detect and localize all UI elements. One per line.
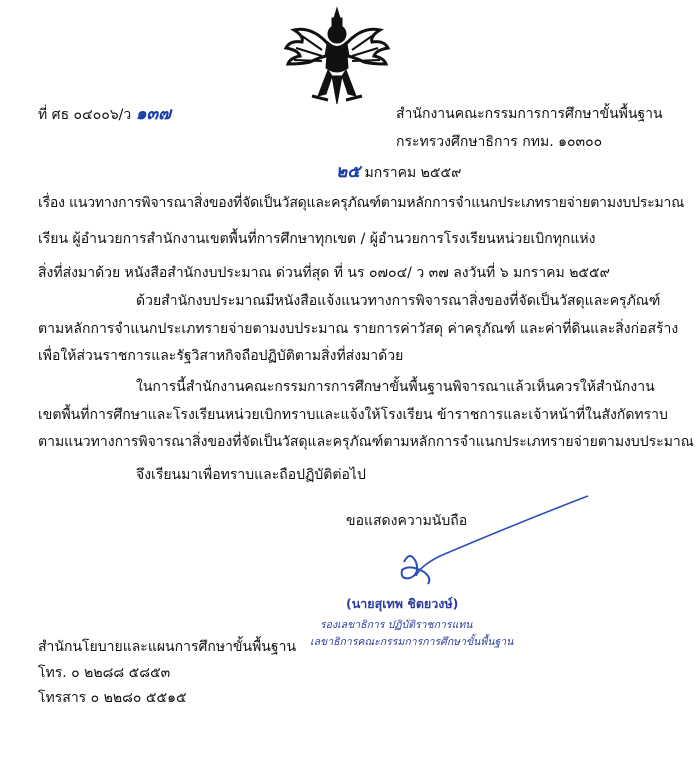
date-day-handwritten: ๒๕	[336, 162, 361, 182]
handwritten-signature	[380, 488, 600, 598]
signatory-name: (นายสุเทพ ชิตยวงษ์)	[346, 596, 459, 611]
enclosure-line: สิ่งที่ส่งมาด้วย หนังสือสำนักงบประมาณ ด่วนที่สุด ที่ นร ๐๗๐๔/ ว ๓๗ ลงวันที่ ๖ มกราคม ๒๕๕๙	[38, 265, 610, 281]
paragraph-line: ตามแนวทางการพิจารณาสิ่งของที่จัดเป็นวัสดุและครุภัณฑ์ตามหลักการจำแนกประเภทรายจ่ายตามงบประมาณ	[38, 434, 694, 450]
paragraph-line: ในการนี้สำนักงานคณะกรรมการการศึกษาขั้นพื้นฐานพิจารณาแล้วเห็นควรให้สำนักงาน	[136, 379, 655, 395]
office-address: กระทรวงศึกษาธิการ กทม. ๑๐๓๐๐	[396, 134, 603, 150]
document-number-prefix: ที่ ศธ ๐๔๐๐๖/ว	[38, 107, 132, 123]
closing-phrase: ขอแสดงความนับถือ	[346, 513, 468, 529]
footer-department: สำนักนโยบายและแผนการศึกษาขั้นพื้นฐาน	[38, 639, 297, 655]
paragraph-line: ด้วยสำนักงบประมาณมีหนังสือแจ้งแนวทางการพิจารณาสิ่งของที่จัดเป็นวัสดุและครุภัณฑ์	[136, 293, 661, 309]
paragraph-line: เพื่อให้ส่วนราชการและรัฐวิสาหกิจถือปฏิบัติตามสิ่งที่ส่งมาด้วย	[38, 348, 404, 364]
body-paragraph-2	[38, 374, 694, 457]
document-number-handwritten: ๑๓๗	[135, 104, 171, 124]
paragraph-line: เขตพื้นที่การศึกษาและโรงเรียนหน่วยเบิกทราบและแจ้งให้โรงเรียน ข้าราชการและเจ้าหน้าที่ในสังกัดทราบ	[38, 406, 668, 423]
date-month-year: มกราคม ๒๕๕๙	[364, 165, 462, 181]
body-paragraph-1	[38, 288, 680, 371]
footer-phone: โทร. ๐ ๒๒๘๘ ๕๘๕๓	[38, 665, 171, 681]
subject-line: เรื่อง แนวทางการพิจารณาสิ่งของที่จัดเป็นวัสดุและครุภัณฑ์ตามหลักการจำแนกประเภทรายจ่ายตามงบประมาณ	[38, 195, 684, 211]
to-line: เรียน ผู้อำนวยการสำนักงานเขตพื้นที่การศึกษาทุกเขต / ผู้อำนวยการโรงเรียนหน่วยเบิกทุกแห่ง	[38, 231, 596, 247]
signatory-title-line-2: เลขาธิการคณะกรรมการการศึกษาขั้นพื้นฐาน	[310, 636, 514, 648]
document-date	[336, 158, 461, 185]
body-paragraph-3: จึงเรียนมาเพื่อทราบและถือปฏิบัติต่อไป	[136, 467, 366, 483]
office-name: สำนักงานคณะกรรมการการศึกษาขั้นพื้นฐาน	[396, 106, 663, 122]
footer-fax: โทรสาร ๐ ๒๒๘๐ ๕๕๑๕	[38, 690, 187, 706]
signatory-title-line-1: รองเลขาธิการ ปฏิบัติราชการแทน	[320, 619, 473, 631]
garuda-emblem-icon	[282, 6, 392, 106]
document-number	[38, 100, 171, 127]
paragraph-line: ตามหลักการจำแนกประเภทรายจ่ายตามงบประมาณ รายการค่าวัสดุ ค่าครุภัณฑ์ และค่าที่ดินและสิ่งก่อสร้าง	[38, 320, 679, 337]
